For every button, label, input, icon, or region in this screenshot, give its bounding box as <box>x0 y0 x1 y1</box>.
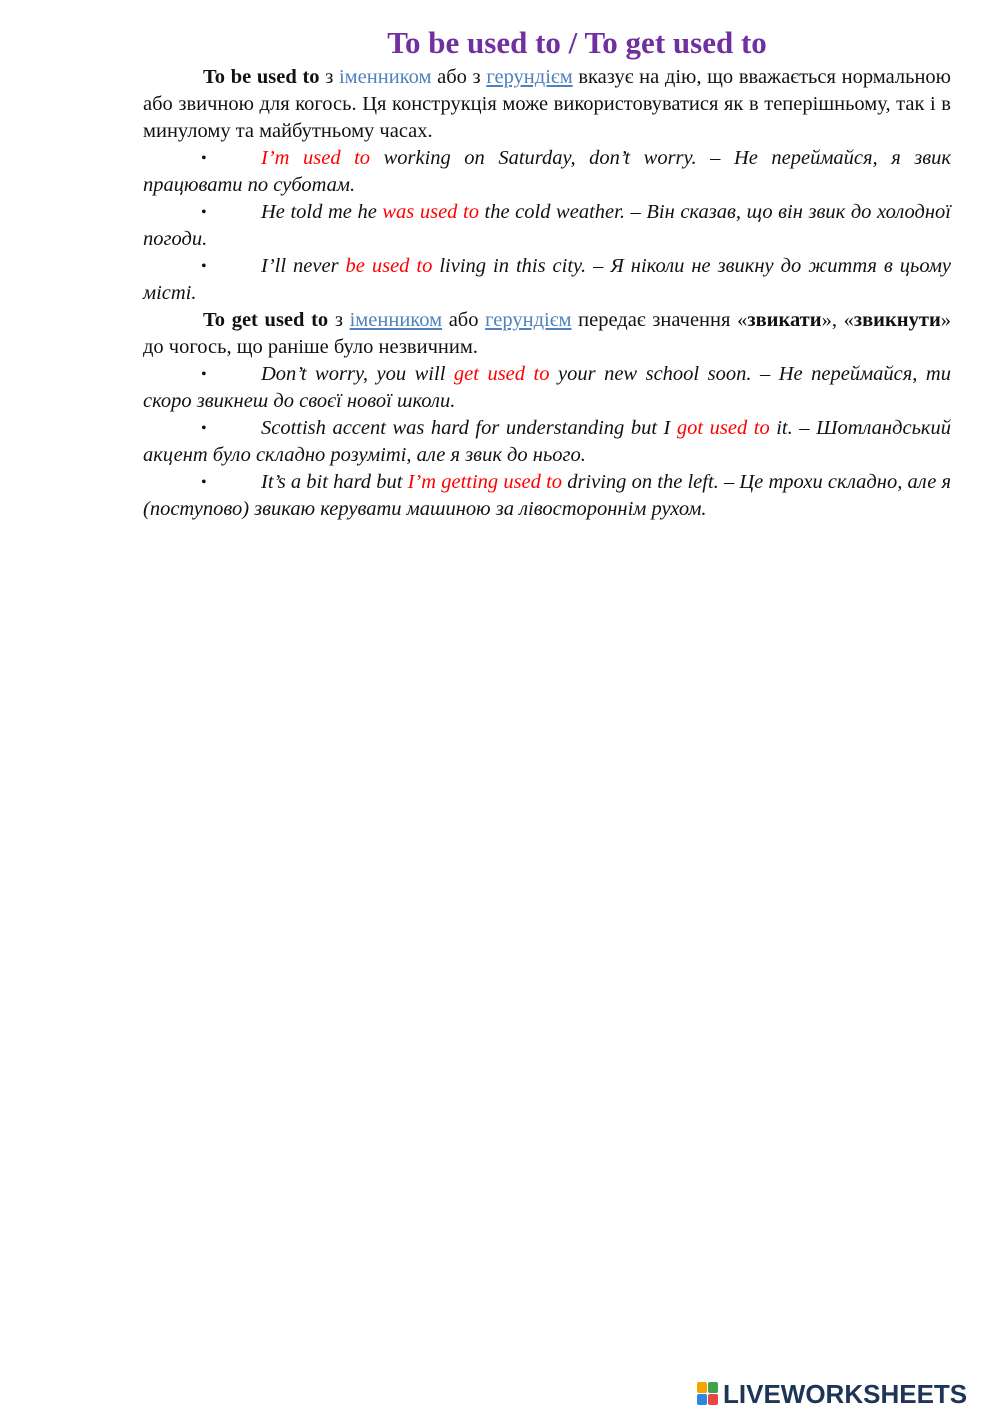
bold-term: звикнути <box>853 309 941 331</box>
link-gerund[interactable]: герундієм <box>486 66 573 88</box>
bullet: • <box>201 366 207 383</box>
paragraph-get-used-to <box>143 307 951 361</box>
link-gerund[interactable]: герундієм <box>485 309 572 331</box>
bullet: • <box>201 150 207 167</box>
example-2 <box>143 199 951 253</box>
example-text: Scottish accent was hard for understanding but I <box>261 417 677 439</box>
example-text: your new school soon. – Не переймайся, ти скоро звикнеш до своєї нової школи. <box>143 363 951 412</box>
liveworksheets-logo-icon <box>697 1382 719 1406</box>
text: з <box>319 66 339 88</box>
liveworksheets-logo[interactable] <box>697 1378 967 1410</box>
text: », « <box>821 309 854 331</box>
example-highlight: be used to <box>345 255 433 277</box>
bullet: • <box>201 258 207 275</box>
example-highlight: get used to <box>453 363 550 385</box>
example-highlight: I’m used to <box>261 147 371 169</box>
example-text: He told me he <box>261 201 383 223</box>
text: або <box>442 309 486 331</box>
example-text: the cold weather. – Він сказав, що він звик до холодної погоди. <box>143 201 951 250</box>
example-text: it. – Шотландський акцент було складно розуміті, але я звик до нього. <box>143 417 951 466</box>
text: передає значення « <box>571 309 748 331</box>
example-highlight: got used to <box>676 417 770 439</box>
document-page <box>143 24 951 523</box>
example-highlight: I’m getting used to <box>407 471 563 493</box>
term-get-used-to: To get used to <box>203 309 329 331</box>
example-text: driving on the left. – Це трохи складно, але я (поступово) звикаю керувати машиною за лівостороннім рухом. <box>143 471 951 520</box>
bullet: • <box>201 474 207 491</box>
example-text: Don’t worry, you will <box>261 363 454 385</box>
text: вказує на дію, що вважається нормальною або звичною для когось. Ця конструкція може використовуватися як в теперішньому, так і в минулому та майбутньому часах. <box>143 66 951 142</box>
link-noun[interactable]: іменником <box>338 66 432 88</box>
example-3 <box>143 253 951 307</box>
logo-text: LIVEWORKSHEETS <box>723 1378 968 1409</box>
link-noun[interactable]: іменником <box>349 309 443 331</box>
example-text: living in this city. – Я ніколи не звикну до життя в цьому місті. <box>143 255 951 304</box>
term-be-used-to: To be used to <box>203 66 320 88</box>
example-text: It’s a bit hard but <box>261 471 408 493</box>
example-highlight: was used to <box>382 201 479 223</box>
bullet: • <box>201 420 207 437</box>
bold-term: звикати <box>747 309 822 331</box>
text: » до чогось, що раніше було незвичним. <box>143 309 951 358</box>
paragraph-be-used-to <box>143 64 951 145</box>
example-5 <box>143 415 951 469</box>
example-text: I’ll never <box>261 255 346 277</box>
text: з <box>328 309 350 331</box>
example-6 <box>143 469 951 523</box>
example-1 <box>143 145 951 199</box>
example-4 <box>143 361 951 415</box>
bullet: • <box>201 204 207 221</box>
example-text: working on Saturday, don’t worry. – Не переймайся, я звик працювати по суботам. <box>143 147 951 196</box>
text: або з <box>431 66 487 88</box>
page-title: To be used to / To get used to <box>387 25 767 60</box>
